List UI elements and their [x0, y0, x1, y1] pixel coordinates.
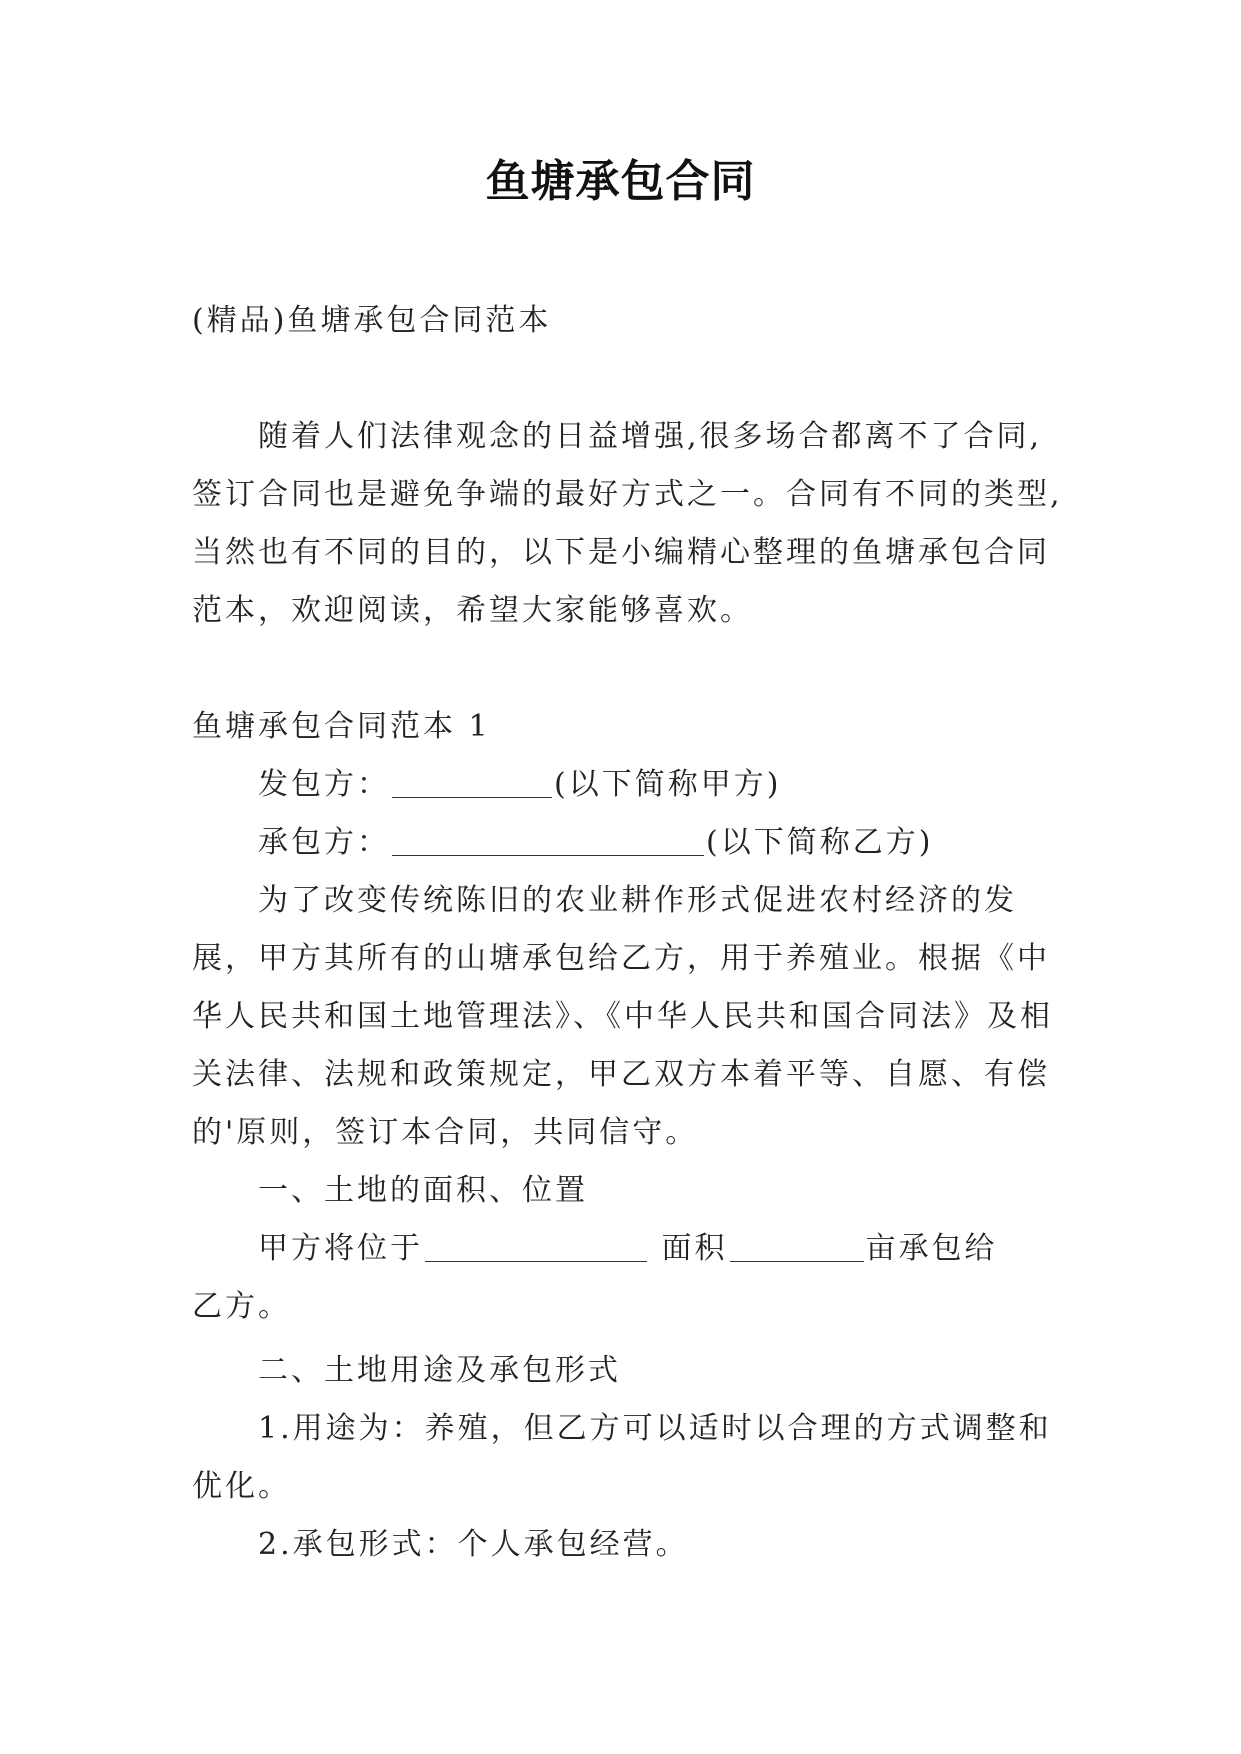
party-a-label: 发包方：: [258, 767, 390, 802]
area-blank: [730, 1233, 864, 1262]
article1-line-start: 甲方将位于: [258, 1231, 423, 1266]
intro-line-1: 随着人们法律观念的日益增强,很多场合都离不了合同,: [258, 419, 1043, 454]
article1-line-2: 乙方。: [192, 1289, 291, 1324]
location-blank: [425, 1233, 647, 1262]
intro-line-3: 当然也有不同的目的，以下是小编精心整理的鱼塘承包合同: [192, 535, 1050, 570]
intro-line-4: 范本，欢迎阅读，希望大家能够喜欢。: [192, 593, 753, 628]
intro-line-2: 签订合同也是避免争端的最好方式之一。合同有不同的类型,: [192, 477, 1063, 512]
article1-line-end: 亩承包给: [865, 1231, 998, 1266]
party-b-blank: [392, 827, 704, 856]
party-b-label: 承包方：: [258, 825, 390, 860]
document-body: [192, 292, 1063, 1574]
article2-item2: 2.承包形式：个人承包经营。: [258, 1527, 689, 1562]
article2-item1-a: 1.用途为：养殖，但乙方可以适时以合理的方式调整和: [258, 1411, 1052, 1446]
preamble-line-2: 展，甲方其所有的山塘承包给乙方，用于养殖业。根据《中: [192, 941, 1050, 976]
preamble-line-5: 的'原则，签订本合同，共同信守。: [192, 1115, 699, 1150]
party-a-line: [192, 756, 1052, 814]
article1-heading: 一、土地的面积、位置: [258, 1173, 588, 1208]
party-b-line: [192, 814, 1052, 872]
article1-line: [192, 1220, 1052, 1278]
preamble-line-1: 为了改变传统陈旧的农业耕作形式促进农村经济的发: [258, 883, 1017, 918]
preamble-line-4: 关法律、法规和政策规定，甲乙双方本着平等、自愿、有偿: [192, 1057, 1050, 1092]
party-a-suffix: (以下简称甲方): [554, 767, 782, 802]
party-b-suffix: (以下简称乙方): [706, 825, 934, 860]
article2-item1-b: 优化。: [192, 1469, 291, 1504]
document-title: 鱼塘承包合同: [485, 156, 756, 207]
section-heading: 鱼塘承包合同范本 1: [192, 709, 491, 744]
article2-heading: 二、土地用途及承包形式: [258, 1353, 621, 1388]
article1-line-mid: 面积: [661, 1231, 728, 1266]
preamble-line-3: 华人民共和国土地管理法》、《中华人民共和国合同法》及相: [192, 999, 1053, 1034]
party-a-blank: [392, 769, 552, 798]
subtitle: (精品)鱼塘承包合同范本: [192, 303, 552, 338]
